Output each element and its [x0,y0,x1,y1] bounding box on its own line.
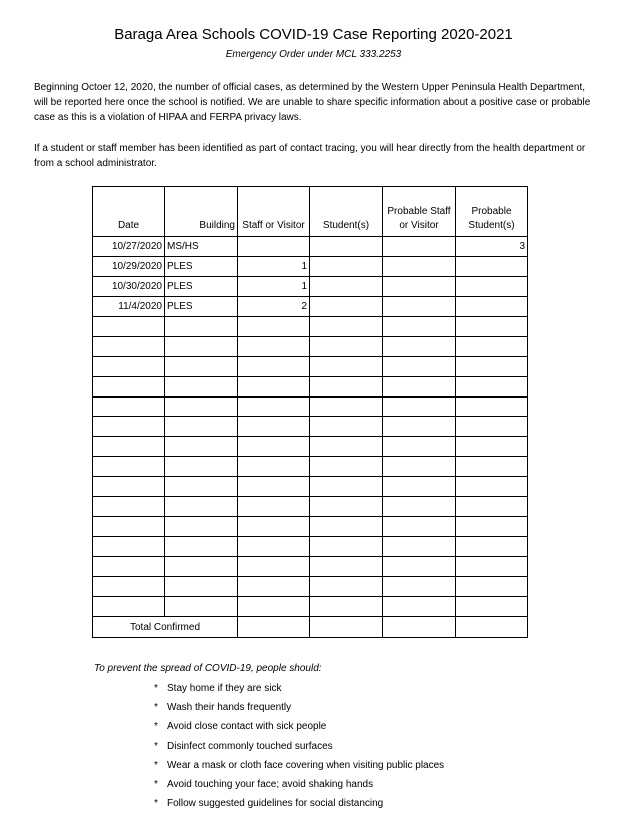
table-cell [310,237,383,257]
table-cell: 10/30/2020 [93,277,165,297]
table-cell [93,437,165,457]
table-cell [383,597,456,617]
table-cell [456,357,528,377]
prevention-tip: Follow suggested guidelines for social distancing [167,798,384,810]
table-cell [238,337,310,357]
table-cell [310,397,383,417]
total-cell [310,617,383,638]
bullet-icon: * [154,702,158,714]
table-cell [238,557,310,577]
page-title: Baraga Area Schools COVID-19 Case Reporting 2020-2021 [114,26,513,43]
table-cell [456,517,528,537]
table-cell: 1 [238,277,310,297]
table-row [93,477,528,497]
table-cell [456,277,528,297]
table-cell [456,257,528,277]
table-cell [383,537,456,557]
table-cell [310,377,383,397]
table-cell [165,457,238,477]
table-row [93,597,528,617]
table-cell [456,337,528,357]
table-cell: 3 [456,237,528,257]
table-cell [165,437,238,457]
table-cell [456,417,528,437]
table-row [93,337,528,357]
table-cell [383,417,456,437]
col-header-probable-students: Probable Student(s) [456,187,528,237]
table-cell: 11/4/2020 [93,297,165,317]
table-cell [383,257,456,277]
table-cell: 10/29/2020 [93,257,165,277]
table-cell [165,597,238,617]
table-cell: PLES [165,297,238,317]
table-row [93,237,528,257]
table-cell [238,237,310,257]
table-cell [456,557,528,577]
table-cell [238,357,310,377]
table-cell [383,557,456,577]
table-row [93,497,528,517]
page-subtitle: Emergency Order under MCL 333.2253 [225,49,402,60]
table-cell [383,517,456,537]
table-cell: 2 [238,297,310,317]
table-cell [93,417,165,437]
list-item [154,681,444,700]
table-cell [383,437,456,457]
prevention-tip: Avoid touching your face; avoid shaking hands [167,778,374,790]
table-cell [93,577,165,597]
table-cell [310,517,383,537]
table-cell: 10/27/2020 [93,237,165,257]
table-row [93,417,528,437]
table-cell [93,597,165,617]
table-cell [238,417,310,437]
table-cell [93,397,165,417]
table-cell: PLES [165,257,238,277]
table-cell: MS/HS [165,237,238,257]
table-cell [238,477,310,497]
bullet-icon: * [154,740,158,752]
table-row [93,517,528,537]
table-cell [165,337,238,357]
total-cell [456,617,528,638]
table-cell [165,557,238,577]
table-cell [310,417,383,437]
table-row [93,317,528,337]
table-cell [165,537,238,557]
table-cell [93,337,165,357]
bullet-icon: * [154,759,158,771]
table-cell [456,377,528,397]
table-cell [383,457,456,477]
table-cell [383,297,456,317]
prevention-tip: Wear a mask or cloth face covering when visiting public places [167,759,445,771]
table-cell [310,357,383,377]
intro-paragraph: Beginning Octoer 12, 2020, the number of official cases, as determined by the Western Upper Peninsula Health Department, will be reported here once the school is notified. We are unable to share specific information about a positive case or probable case as this is a violation of HIPAA and FERPA privacy laws. [34,82,591,123]
bullet-icon: * [154,683,158,694]
table-cell [383,337,456,357]
table-row [93,537,528,557]
table-cell [456,457,528,477]
table-cell [456,477,528,497]
col-header-probable-staff: Probable Staff or Visitor [383,187,456,237]
table-cell [165,377,238,397]
table-cell [310,437,383,457]
table-cell [383,577,456,597]
table-row [93,577,528,597]
table-cell [93,537,165,557]
table-cell [310,277,383,297]
table-cell [310,477,383,497]
table-cell [93,317,165,337]
case-table [92,186,528,638]
table-cell [310,317,383,337]
table-cell [165,517,238,537]
table-cell [456,577,528,597]
table-cell [383,397,456,417]
total-row [93,617,528,638]
table-cell [165,397,238,417]
table-cell [310,297,383,317]
bullet-icon: * [154,778,158,790]
table-row [93,377,528,397]
table-cell [310,497,383,517]
table-header-row [93,187,528,237]
table-cell [238,397,310,417]
table-cell [456,297,528,317]
table-cell [238,497,310,517]
table-cell [383,357,456,377]
list-item [154,700,444,719]
col-header-date: Date [93,187,165,237]
col-header-students: Student(s) [310,187,383,237]
table-cell [238,317,310,337]
table-cell [383,497,456,517]
col-header-building: Building [165,187,238,237]
table-cell [165,317,238,337]
table-cell [93,377,165,397]
table-cell [310,597,383,617]
prevention-tip: Wash their hands frequently [167,702,292,714]
prevention-tip: Disinfect commonly touched surfaces [167,740,333,752]
contact-tracing-paragraph: If a student or staff member has been identified as part of contact tracing, you will hear directly from the health department or from a school administrator. [34,143,586,169]
table-cell [238,457,310,477]
table-cell [456,437,528,457]
table-cell [310,557,383,577]
table-cell [93,497,165,517]
table-cell [93,357,165,377]
table-cell [310,537,383,557]
table-row [93,357,528,377]
table-cell [310,337,383,357]
table-cell [456,397,528,417]
table-cell: PLES [165,277,238,297]
table-cell [383,277,456,297]
table-cell [383,317,456,337]
table-cell [456,497,528,517]
table-cell [238,517,310,537]
table-cell [383,237,456,257]
list-item [154,796,444,815]
list-item [154,719,444,738]
total-cell [383,617,456,638]
table-cell [93,477,165,497]
prevention-tip: Avoid close contact with sick people [167,721,327,733]
table-cell [310,457,383,477]
table-row [93,437,528,457]
table-cell [310,577,383,597]
table-row [93,277,528,297]
table-cell [456,537,528,557]
table-cell [310,257,383,277]
table-cell [238,577,310,597]
table-row [93,557,528,577]
table-cell [93,517,165,537]
table-cell: 1 [238,257,310,277]
table-row [93,297,528,317]
table-cell [238,597,310,617]
table-cell [456,317,528,337]
prevention-list [154,681,444,815]
table-cell [165,477,238,497]
table-cell [165,497,238,517]
table-cell [238,377,310,397]
table-cell [165,577,238,597]
col-header-staff-or-visitor: Staff or Visitor [238,187,310,237]
table-cell [383,477,456,497]
total-confirmed-label: Total Confirmed [93,617,238,638]
total-cell [238,617,310,638]
bullet-icon: * [154,721,158,733]
table-cell [383,377,456,397]
table-row [93,257,528,277]
table-cell [456,597,528,617]
table-cell [93,457,165,477]
table-cell [93,557,165,577]
table-cell [165,417,238,437]
list-item [154,758,444,777]
prevention-tip: Stay home if they are sick [167,683,282,694]
table-cell [165,357,238,377]
table-row [93,397,528,417]
table-row [93,457,528,477]
table-cell [238,537,310,557]
list-item [154,739,444,758]
table-cell [238,437,310,457]
bullet-icon: * [154,798,158,810]
prevention-title: To prevent the spread of COVID-19, people should: [94,663,322,674]
list-item [154,777,444,796]
